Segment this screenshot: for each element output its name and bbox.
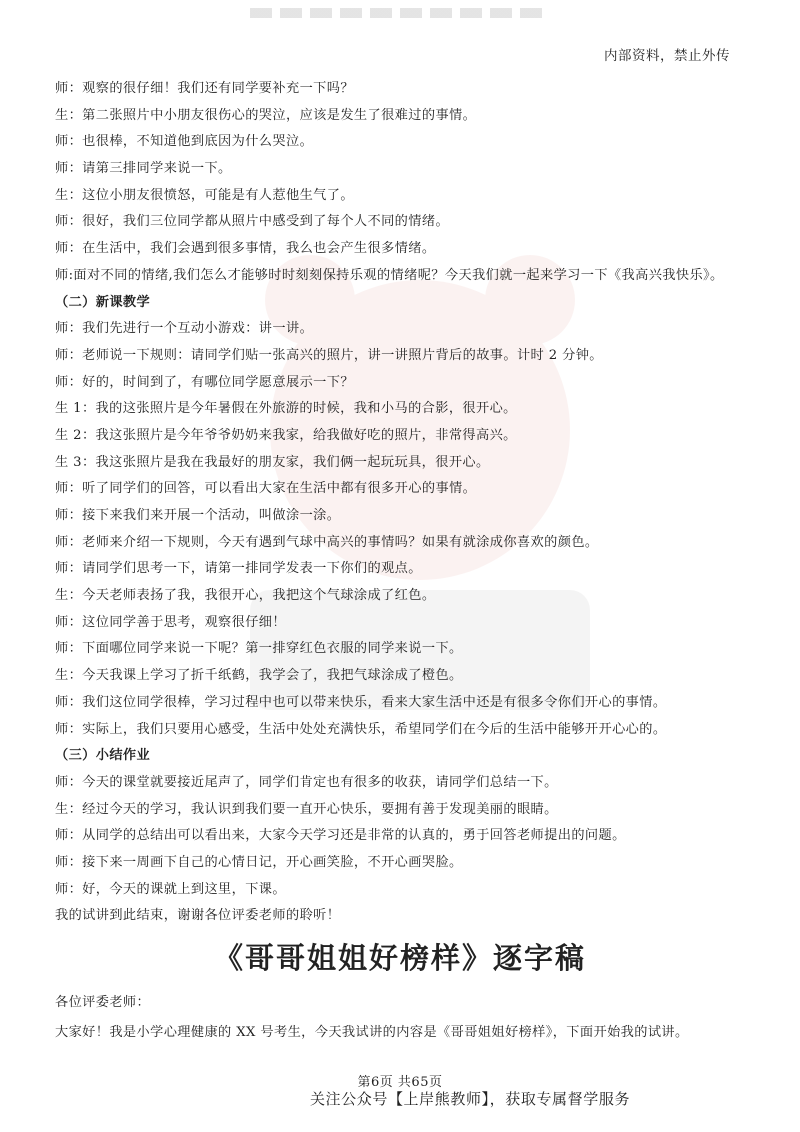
- footer-promo-note: 关注公众号【上岸熊教师】，获取专属督学服务: [309, 1090, 631, 1108]
- transcript-line: 师：好，今天的课就上到这里，下课。: [55, 881, 286, 897]
- transcript-line: 师：接下来一周画下自己的心情日记，开心画笑脸，不开心画哭脸。: [55, 854, 463, 870]
- transcript-line: 师：在生活中，我们会遇到很多事情，我么也会产生很多情绪。: [55, 241, 436, 257]
- transcript-line: 师：实际上，我们只要用心感受，生活中处处充满快乐，希望同学们在今后的生活中能够开开心心的。: [55, 721, 667, 737]
- transcript-line: 师：今天的课堂就要接近尾声了，同学们肯定也有很多的收获，请同学们总结一下。: [55, 774, 558, 790]
- document-title: 《哥哥姐姐好榜样》逐字稿: [213, 941, 586, 975]
- transcript-line: 生 1：我的这张照片是今年暑假在外旅游的时候，我和小马的合影，很开心。: [55, 401, 517, 417]
- intro-block: [55, 988, 760, 1048]
- transcript-line: 师：这位同学善于思考，观察很仔细！: [55, 614, 286, 630]
- transcript-line: 生：经过今天的学习，我认识到我们要一直开心快乐，要拥有善于发现美丽的眼睛。: [55, 801, 558, 817]
- transcript-line: 生 2：我这张照片是今年爷爷奶奶来我家，给我做好吃的照片，非常得高兴。: [55, 427, 517, 443]
- transcript-line: 师：听了同学们的回答，可以看出大家在生活中都有很多开心的事情。: [55, 481, 477, 497]
- transcript-line: 师：也很棒，不知道他到底因为什么哭泣。: [55, 134, 314, 150]
- transcript-line: 师：好的，时间到了，有哪位同学愿意展示一下？: [55, 374, 354, 390]
- cut-off-header-text: [250, 8, 550, 18]
- section-heading: （二）新课教学: [55, 294, 151, 310]
- transcript-line: 师：接下来我们来开展一个活动，叫做涂一涂。: [55, 508, 341, 523]
- transcript-line: 师：很好，我们三位同学都从照片中感受到了每个人不同的情绪。: [55, 214, 450, 230]
- transcript-line: 师:面对不同的情绪,我们怎么才能够时时刻刻保持乐观的情绪呢？今天我们就一起来学习一下《我高兴我快乐》。: [55, 267, 724, 283]
- transcript-line: 师：老师说一下规则：请同学们贴一张高兴的照片，讲一讲照片背后的故事。计时 2 分钟。: [55, 347, 603, 363]
- transcript-line: 师：我们先进行一个互动小游戏：讲一讲。: [55, 321, 314, 337]
- page-footer: [0, 1071, 800, 1109]
- transcript-line: 师：从同学的总结出可以看出来，大家今天学习还是非常的认真的，勇于回答老师提出的问题。: [55, 828, 626, 844]
- transcript-line: 生：今天我课上学习了折千纸鹤，我学会了，我把气球涂成了橙色。: [55, 668, 463, 684]
- confidential-note: 内部资料，禁止外传: [604, 48, 730, 64]
- transcript-line: 生：第二张照片中小朋友很伤心的哭泣，应该是发生了很难过的事情。: [55, 107, 477, 123]
- transcript-line: 师：观察的很仔细！我们还有同学要补充一下吗？: [55, 81, 354, 96]
- closing-line: 我的试讲到此结束，谢谢各位评委老师的聆听！: [55, 908, 341, 924]
- transcript-line: 师：老师来介绍一下规则，今天有遇到气球中高兴的事情吗？如果有就涂成你喜欢的颜色。: [55, 534, 599, 550]
- transcript-line: 师：请同学们思考一下，请第一排同学发表一下你们的观点。: [55, 561, 422, 577]
- transcript-line: 师：下面哪位同学来说一下呢？第一排穿红色衣服的同学来说一下。: [55, 641, 463, 657]
- transcript-line: 师：请第三排同学来说一下。: [55, 161, 232, 177]
- intro-line: 大家好！我是小学心理健康的 XX 号考生，今天我试讲的内容是《哥哥姐姐好榜样》，下面开始我的试讲。: [55, 1025, 689, 1040]
- transcript-line: 生 3：我这张照片是我在我最好的朋友家，我们俩一起玩玩具，很开心。: [55, 454, 490, 470]
- transcript-line: 师：我们这位同学很棒，学习过程中也可以带来快乐，看来大家生活中还是有很多令你们开心的事情。: [55, 694, 667, 710]
- page-number: 第6页 共65页: [357, 1075, 443, 1090]
- salutation-line: 各位评委老师：: [55, 995, 151, 1010]
- transcript-body: [55, 76, 760, 930]
- transcript-line: 生：今天老师表扬了我，我很开心，我把这个气球涂成了红色。: [55, 588, 436, 604]
- transcript-line: 生：这位小朋友很愤怒，可能是有人惹他生气了。: [55, 187, 354, 203]
- section-heading: （三）小结作业: [55, 748, 151, 764]
